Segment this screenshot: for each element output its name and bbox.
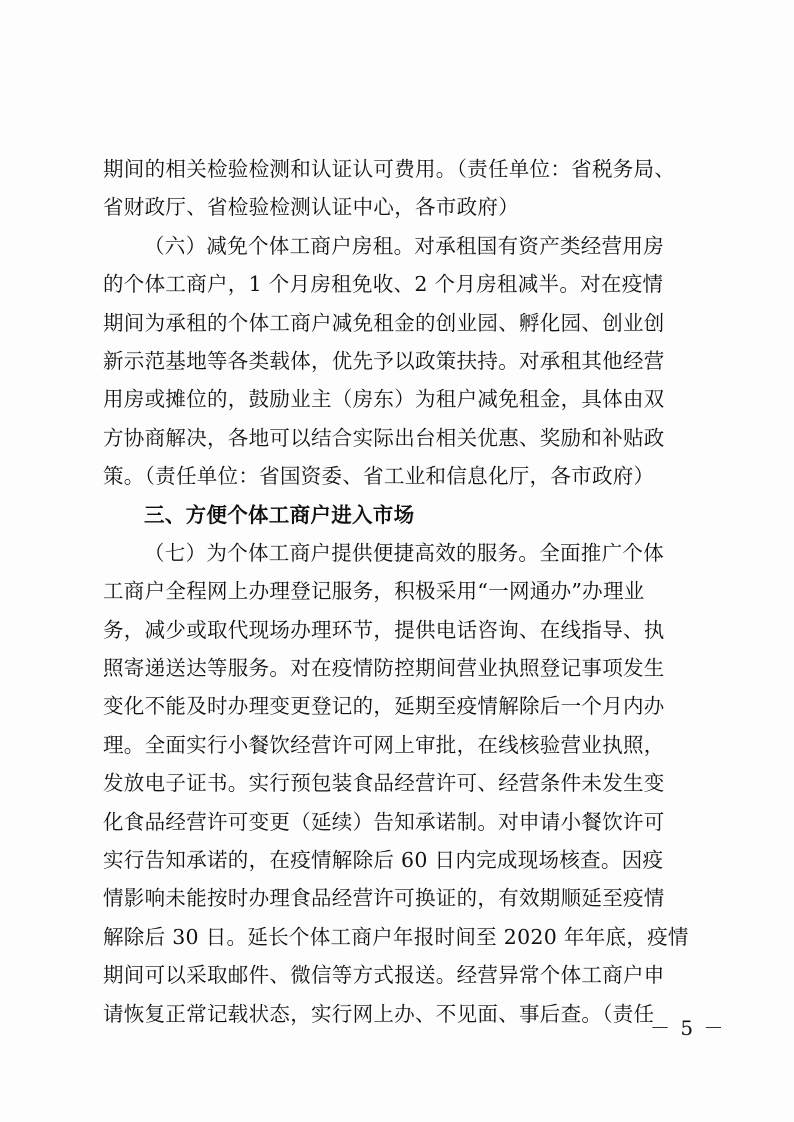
text-line: 策。（责任单位：省国资委、省工业和信息化厅，各市政府）	[103, 464, 655, 489]
paragraph-continued	[103, 150, 703, 227]
text-line: 发放电子证书。实行预包装食品经营许可、经营条件未发生变	[103, 771, 665, 796]
text-line: 务，减少或取代现场办理环节，提供电话咨询、在线指导、执	[103, 617, 665, 642]
text-line: （六）减免个体工商户房租。对承租国有资产类经营用房	[144, 233, 664, 258]
text-line: 方协商解决，各地可以结合实际出台相关优惠、奖励和补贴政	[103, 425, 665, 450]
paragraph-item-6	[103, 227, 703, 496]
document-body	[103, 150, 703, 1033]
page-number: － 5 －	[650, 1016, 726, 1040]
text-line: 新示范基地等各类载体，优先予以政策扶持。对承租其他经营	[103, 348, 665, 373]
text-line: 变化不能及时办理变更登记的，延期至疫情解除后一个月内办	[103, 694, 665, 719]
section-heading-text: 三、方便个体工商户进入市场	[144, 502, 415, 527]
text-line: 实行告知承诺的，在疫情解除后 60 日内完成现场核查。因疫	[103, 848, 664, 873]
text-line: 省财政厅、省检验检测认证中心，各市政府）	[103, 195, 519, 220]
text-line: 用房或摊位的，鼓励业主（房东）为租户减免租金，具体由双	[103, 387, 665, 412]
section-heading	[103, 496, 703, 534]
text-line: 解除后 30 日。延长个体工商户年报时间至 2020 年年底，疫情	[103, 924, 689, 949]
text-line: 照寄递送达等服务。对在疫情防控期间营业执照登记事项发生	[103, 656, 665, 681]
paragraph-item-7	[103, 534, 703, 1033]
text-line: 期间为承租的个体工商户减免租金的创业园、孵化园、创业创	[103, 310, 665, 335]
text-line: 情影响未能按时办理食品经营许可换证的，有效期顺延至疫情	[103, 886, 665, 911]
text-line: （七）为个体工商户提供便捷高效的服务。全面推广个体	[144, 540, 664, 565]
text-line: 期间可以采取邮件、微信等方式报送。经营异常个体工商户申	[103, 963, 665, 988]
text-line: 的个体工商户，1 个月房租免收、2 个月房租减半。对在疫情	[103, 272, 664, 297]
text-line: 理。全面实行小餐饮经营许可网上审批，在线核验营业执照，	[103, 732, 665, 757]
text-line: 化食品经营许可变更（延续）告知承诺制。对申请小餐饮许可	[103, 809, 665, 834]
text-line: 工商户全程网上办理登记服务，积极采用“一网通办”办理业	[103, 579, 645, 604]
text-line: 请恢复正常记载状态，实行网上办、不见面、事后查。（责任	[103, 1001, 655, 1026]
text-line: 期间的相关检验检测和认证认可费用。（责任单位：省税务局、	[103, 157, 676, 181]
